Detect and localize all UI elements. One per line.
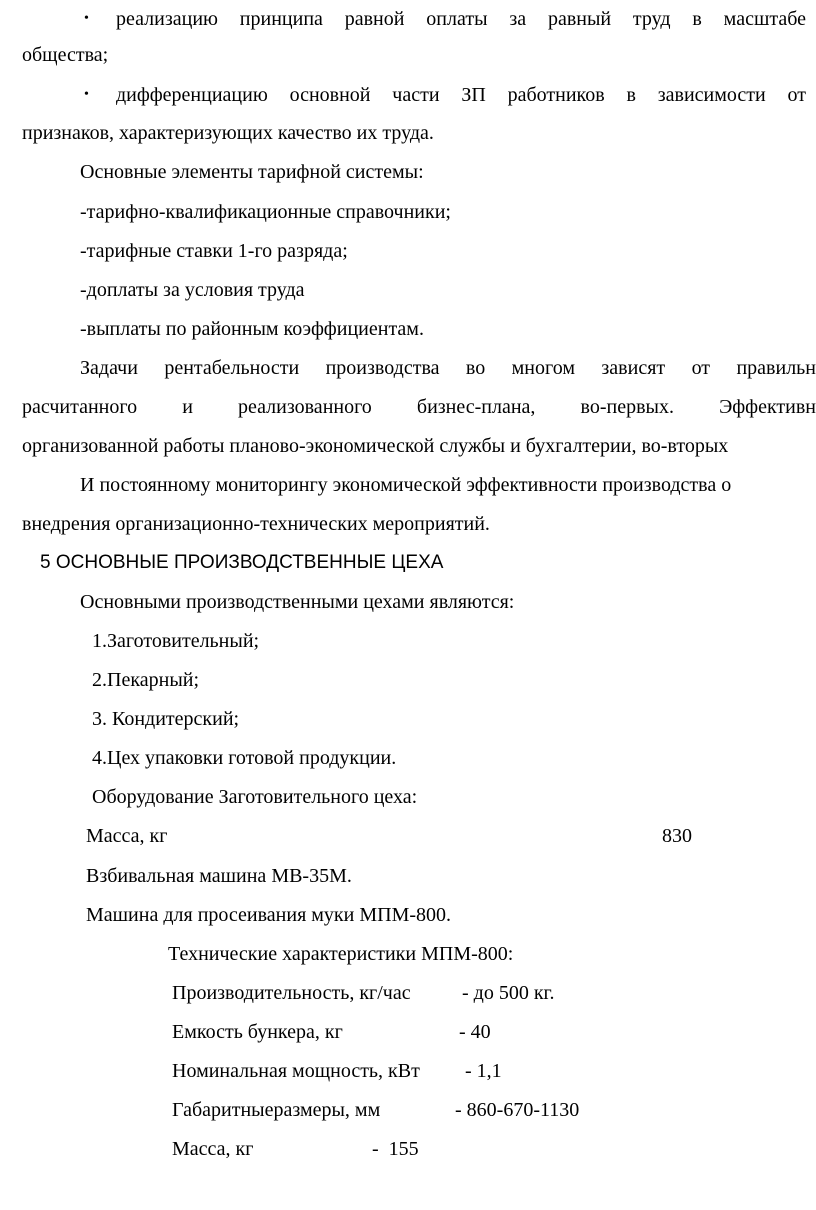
spec-row-label: Производительность, кг/час: [172, 982, 411, 1004]
tariff-intro: Основные элементы тарифной системы:: [80, 161, 424, 183]
equipment-title: Оборудование Заготовительного цеха:: [92, 786, 418, 808]
spec-row-value: - 40: [459, 1021, 491, 1043]
workshop-item: 2.Пекарный;: [92, 669, 200, 691]
workshop-item: 4.Цех упаковки готовой продукции.: [92, 747, 397, 769]
workshops-intro: Основными производственными цехами являются:: [80, 591, 515, 613]
spec-row-label: Габаритныеразмеры, мм: [172, 1099, 381, 1121]
paragraph-2-line-2: внедрения организационно-технических мероприятий.: [22, 513, 490, 535]
workshop-item: 3. Кондитерский;: [92, 708, 240, 730]
bullet-item-2-line-2: признаков, характеризующих качество их труда.: [22, 122, 434, 144]
tariff-item: -доплаты за условия труда: [80, 279, 305, 301]
spec-row-value: - 155: [372, 1138, 419, 1160]
tariff-item: -тарифные ставки 1-го разряда;: [80, 240, 348, 262]
bullet-item-1-line-2: общества;: [22, 44, 109, 66]
spec-row-label: Номинальная мощность, кВт: [172, 1060, 420, 1082]
equipment-machine-2: Машина для просеивания муки МПМ-800.: [86, 904, 452, 926]
paragraph-1-line-1: Задачи рентабельности производства во многом зависят от правильн: [80, 357, 816, 379]
paragraph-2-line-1: И постоянному мониторингу экономической эффективности производства о: [80, 474, 732, 496]
paragraph-1-line-3: организованной работы планово-экономической службы и бухгалтерии, во-вторых: [22, 435, 729, 457]
spec-row-value: - 1,1: [465, 1060, 502, 1082]
equipment-mass-value: 830: [662, 825, 692, 847]
tariff-item: -тарифно-квалификационные справочники;: [80, 201, 451, 223]
equipment-machine-1: Взбивальная машина МВ-35М.: [86, 865, 352, 887]
section-heading: 5 ОСНОВНЫЕ ПРОИЗВОДСТВЕННЫЕ ЦЕХА: [40, 552, 444, 573]
spec-row-label: Масса, кг: [172, 1138, 254, 1160]
specs-title: Технические характеристики МПМ-800:: [168, 943, 514, 965]
bullet-item-1-line-1: реализацию принципа равной оплаты за равный труд в масштабе: [116, 8, 806, 30]
bullet-marker: •: [84, 87, 89, 102]
spec-row-label: Емкость бункера, кг: [172, 1021, 343, 1043]
workshop-item: 1.Заготовительный;: [92, 630, 260, 652]
paragraph-1-line-2: расчитанного и реализованного бизнес-плана, во-первых. Эффективн: [22, 396, 816, 418]
spec-row-value: - до 500 кг.: [462, 982, 555, 1004]
bullet-item-2-line-1: дифференциацию основной части ЗП работников в зависимости от: [116, 84, 806, 106]
tariff-item: -выплаты по районным коэффициентам.: [80, 318, 424, 340]
bullet-marker: •: [84, 11, 89, 26]
spec-row-value: - 860-670-1130: [455, 1099, 580, 1121]
equipment-mass-label: Масса, кг: [86, 825, 168, 847]
